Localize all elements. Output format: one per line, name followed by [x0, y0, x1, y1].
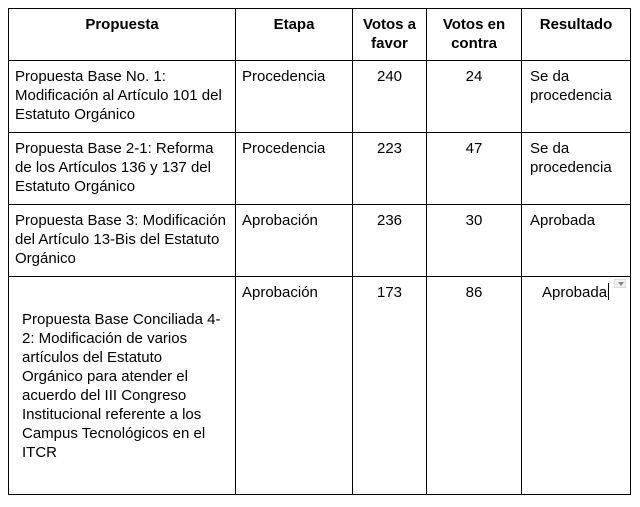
cell-resultado[interactable]: Aprobada — [522, 205, 631, 277]
cell-propuesta[interactable]: Propuesta Base Conciliada 4-2: Modificación de varios artículos del Estatuto Orgánico para atender el acuerdo del III Congreso Institucional referente a los Campus Tecnológicos en el ITCR — [9, 277, 236, 495]
cell-resultado[interactable]: Se da procedencia — [522, 61, 631, 133]
cell-votos-contra[interactable]: 30 — [427, 205, 522, 277]
header-propuesta[interactable]: Propuesta — [9, 9, 236, 61]
cell-etapa[interactable]: Aprobación — [236, 205, 353, 277]
cell-resultado[interactable]: Se da procedencia — [522, 133, 631, 205]
cell-propuesta[interactable]: Propuesta Base No. 1: Modificación al Artículo 101 del Estatuto Orgánico — [9, 61, 236, 133]
table-row — [9, 277, 631, 495]
table-header-row — [9, 9, 631, 61]
cell-votos-contra[interactable]: 47 — [427, 133, 522, 205]
cell-dropdown-icon[interactable] — [614, 279, 626, 288]
cell-etapa[interactable]: Procedencia — [236, 61, 353, 133]
votes-table — [8, 8, 631, 495]
cell-votos-contra[interactable]: 86 — [427, 277, 522, 495]
header-votos-favor[interactable]: Votos a favor — [353, 9, 427, 61]
cell-resultado-text: Aprobada — [542, 284, 608, 301]
text-cursor — [608, 283, 609, 300]
cell-votos-contra[interactable]: 24 — [427, 61, 522, 133]
cell-votos-favor[interactable]: 223 — [353, 133, 427, 205]
header-etapa[interactable]: Etapa — [236, 9, 353, 61]
cell-votos-favor[interactable]: 173 — [353, 277, 427, 495]
cell-etapa[interactable]: Procedencia — [236, 133, 353, 205]
header-votos-contra[interactable]: Votos en contra — [427, 9, 522, 61]
cell-propuesta[interactable]: Propuesta Base 3: Modificación del Artículo 13-Bis del Estatuto Orgánico — [9, 205, 236, 277]
cell-votos-favor[interactable]: 240 — [353, 61, 427, 133]
cell-resultado[interactable] — [522, 277, 631, 495]
header-resultado[interactable]: Resultado — [522, 9, 631, 61]
table-row — [9, 133, 631, 205]
table-row — [9, 205, 631, 277]
cell-votos-favor[interactable]: 236 — [353, 205, 427, 277]
cell-propuesta[interactable]: Propuesta Base 2-1: Reforma de los Artículos 136 y 137 del Estatuto Orgánico — [9, 133, 236, 205]
cell-etapa[interactable]: Aprobación — [236, 277, 353, 495]
table-row — [9, 61, 631, 133]
